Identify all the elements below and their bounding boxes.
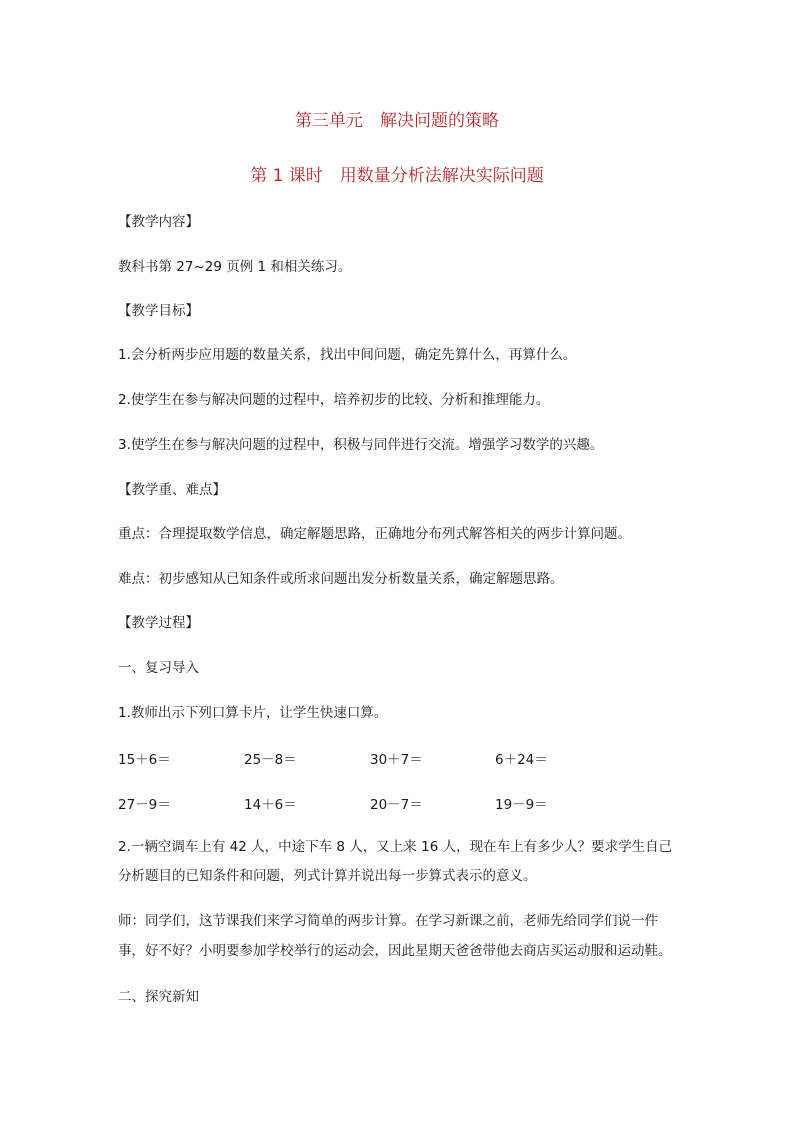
goal-item: 3.使学生在参与解决问题的过程中，积极与同伴进行交流。增强学习数学的兴趣。 [118, 437, 604, 453]
math-card: 19－9＝ [495, 797, 548, 813]
content-text: 教科书第 27~29 页例 1 和相关练习。 [118, 259, 352, 275]
step-item-continued: 分析题目的已知条件和问题，列式计算并说出每一步算式表示的意义。 [118, 868, 537, 884]
lesson-title: 第 1 课时 用数量分析法解决实际问题 [250, 166, 544, 186]
math-card: 25－8＝ [244, 752, 297, 768]
unit-title: 第三单元 解决问题的策略 [295, 111, 499, 131]
key-heading: 【教学重、难点】 [118, 482, 226, 498]
process-heading: 【教学过程】 [118, 615, 199, 631]
math-card: 20－7＝ [370, 797, 423, 813]
math-card: 6＋24＝ [495, 752, 548, 768]
step-item: 2.一辆空调车上有 42 人，中途下车 8 人，又上来 16 人，现在车上有多少人？要求学生自己 [118, 839, 673, 855]
content-heading: 【教学内容】 [118, 214, 199, 230]
section-heading: 二、探究新知 [118, 989, 199, 1005]
math-card: 30＋7＝ [370, 752, 423, 768]
teacher-dialogue-continued: 事，好不好？小明要参加学校举行的运动会，因此星期天爸爸带他去商店买运动服和运动鞋。 [118, 943, 672, 959]
math-card: 14＋6＝ [244, 797, 297, 813]
section-heading: 一、复习导入 [118, 660, 199, 676]
math-card: 15＋6＝ [118, 752, 171, 768]
goal-item: 1.会分析两步应用题的数量关系，找出中间问题，确定先算什么，再算什么。 [118, 347, 577, 363]
goals-heading: 【教学目标】 [118, 303, 199, 319]
teacher-dialogue: 师：同学们，这节课我们来学习简单的两步计算。在学习新课之前，老师先给同学们说一件 [118, 913, 658, 929]
goal-item: 2.使学生在参与解决问题的过程中，培养初步的比较、分析和推理能力。 [118, 392, 550, 408]
step-item: 1.教师出示下列口算卡片，让学生快速口算。 [118, 705, 388, 721]
math-card: 27－9＝ [118, 797, 171, 813]
key-point: 重点：合理提取数学信息，确定解题思路，正确地分布列式解答相关的两步计算问题。 [118, 526, 631, 542]
difficult-point: 难点：初步感知从已知条件或所求问题出发分析数量关系，确定解题思路。 [118, 571, 564, 587]
